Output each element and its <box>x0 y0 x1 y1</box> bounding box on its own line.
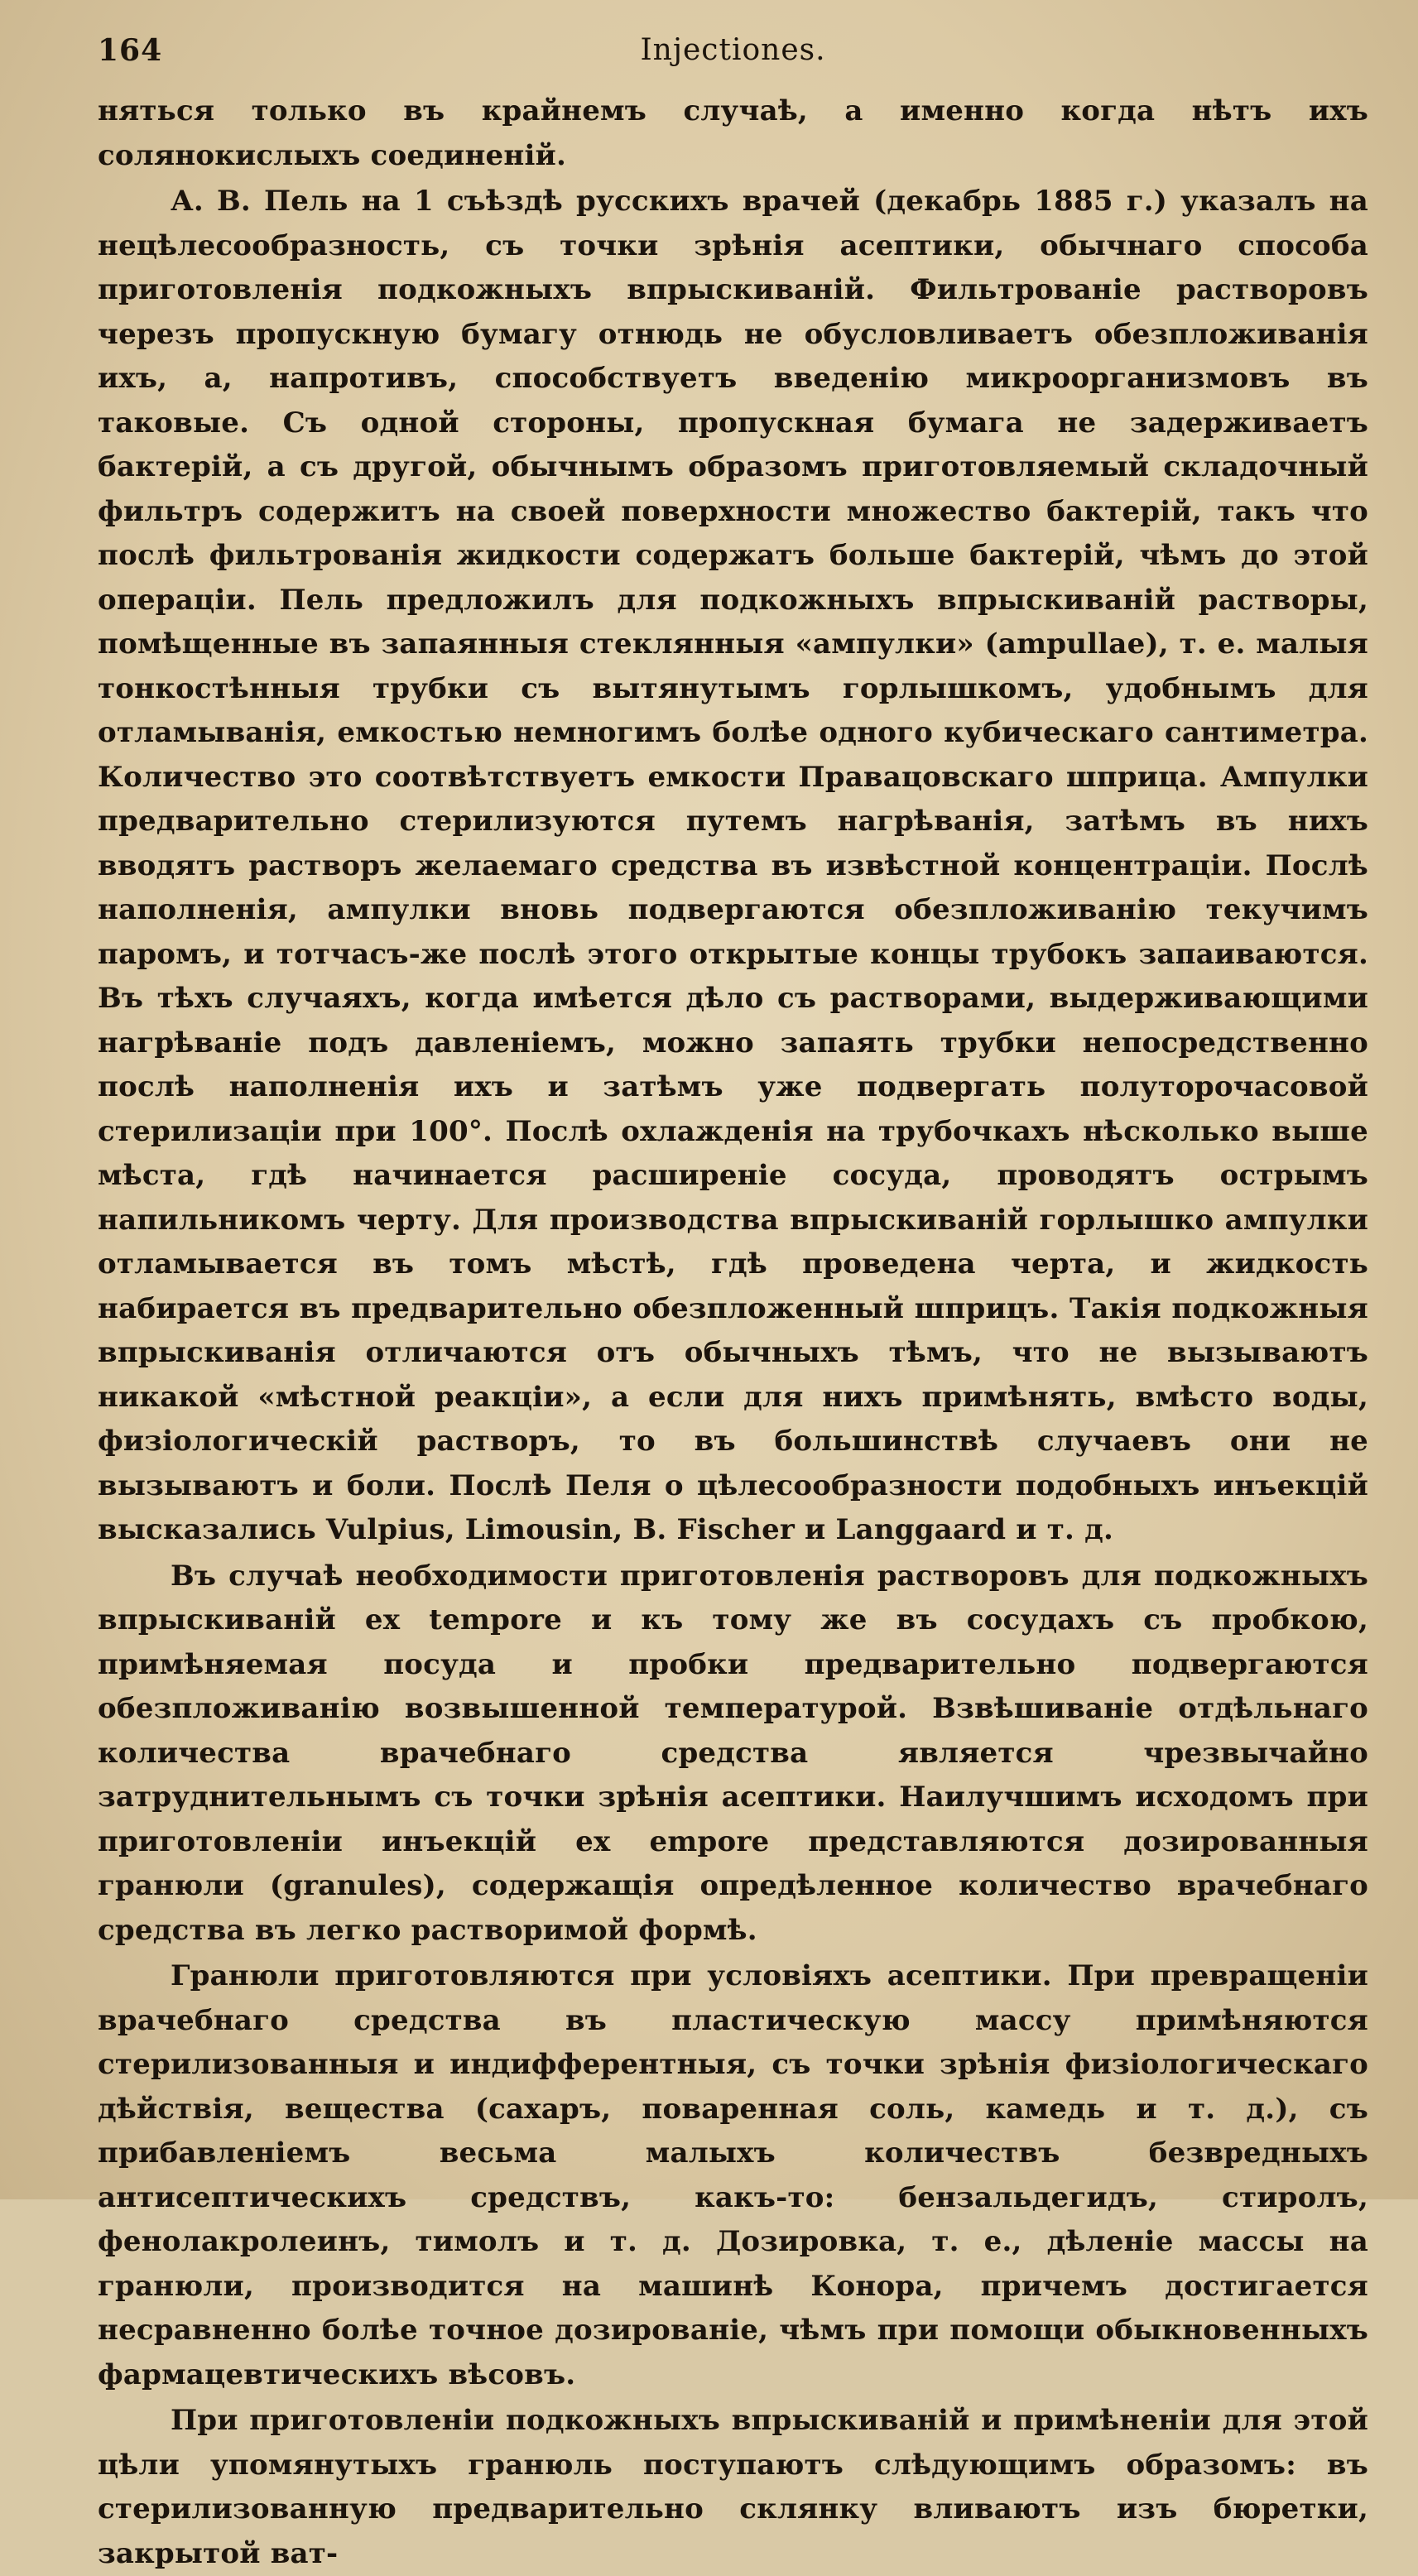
paragraph-continuation: няться только въ крайнемъ случаѣ, а именно когда нѣтъ ихъ солянокислыхъ соединеній. <box>98 94 1368 172</box>
running-title: Injectiones. <box>640 33 826 67</box>
paragraph-pel-ampoules: А. В. Пель на 1 съѣздѣ русскихъ врачей (декабрь 1885 г.) указалъ на нецѣлесообразность, съ точки зрѣнія асептики, обычнаго способа приготовленія подкожныхъ впрыскиваній. Фильтрованіе растворовъ черезъ пропускную бумагу отнюдь не обусловливаетъ обезпложиванія ихъ, а, напротивъ, способствуетъ введенію микроорганизмовъ въ таковые. Съ одной стороны, пропускная бумага не задерживаетъ бактерій, а съ другой, обычнымъ образомъ приготовляемый складочный фильтръ содержитъ на своей поверхности множество бактерій, такъ что послѣ фильтрованія жидкости содержатъ больше бактерій, чѣмъ до этой операціи. Пель предложилъ для подкожныхъ впрыскиваній растворы, помѣщенные въ запаянныя стеклянныя «ампулки» (ampullae), т. е. малыя тонкостѣнныя трубки съ вытянутымъ горлышкомъ, удобнымъ для отламыванія, емкостью немногимъ болѣе одного кубическаго сантиметра. Количество это соотвѣтствуетъ емкости Правацовскаго шприца. Ампулки предварительно стерилизуются путемъ нагрѣванія, затѣмъ въ нихъ вводятъ растворъ желаемаго средства въ извѣстной концентраціи. Послѣ наполненія, ампулки вновь подвергаются обезпложиванію текучимъ паромъ, и тотчасъ-же послѣ этого открытые концы трубокъ запаиваются. Въ тѣхъ случаяхъ, когда имѣется дѣло съ растворами, выдерживающими нагрѣваніе подъ давленіемъ, можно запаять трубки непосредственно послѣ наполненія ихъ и затѣмъ уже подвергать полуторочасовой стерилизаціи при 100°. Послѣ охлажденія на трубочкахъ нѣсколько выше мѣста, гдѣ начинается расширеніе сосуда, проводятъ острымъ напильникомъ черту. Для производства впрыскиваній горлышко ампулки отламывается въ томъ мѣстѣ, гдѣ проведена черта, и жидкость набирается въ предварительно обезпложенный шприцъ. Такія подкожныя впрыскиванія отличаются отъ обычныхъ тѣмъ, что не вызываютъ никакой «мѣстной реакціи», а если для нихъ примѣнять, вмѣсто воды, физіологическій растворъ, то въ большинствѣ случаевъ они не вызываютъ и боли. Послѣ Пеля о цѣлесообразности подобныхъ инъекцій высказались Vulpius, Limousin, B. Fischer и Langgaard и т. д. <box>98 185 1368 1546</box>
paragraph-preparation: При приготовленіи подкожныхъ впрыскиваній и примѣненіи для этой цѣли упомянутыхъ гранюль поступаютъ слѣдующимъ образомъ: въ стерилизованную предварительно склянку вливаютъ изъ бюретки, закрытой ват- <box>98 2404 1368 2570</box>
body-text <box>98 89 1368 2576</box>
running-head <box>98 30 1368 79</box>
paragraph-granules: Гранюли приготовляются при условіяхъ асептики. При превращеніи врачебнаго средства въ пластическую массу примѣняются стерилизованныя и индифферентныя, съ точки зрѣнія физіологическаго дѣйствія, вещества (сахаръ, поваренная соль, камедь и т. д.), съ прибавленіемъ весьма малыхъ количествъ безвредныхъ антисептическихъ средствъ, какъ-то: бензальдегидъ, стиролъ, фенолакролеинъ, тимолъ и т. д. Дозировка, т. е., дѣленіе массы на гранюли, производится на машинѣ Конора, причемъ достигается несравненно болѣе точное дозированіе, чѣмъ при помощи обыкновенныхъ фармацевтическихъ вѣсовъ. <box>98 1959 1368 2391</box>
paragraph-ex-tempore: Въ случаѣ необходимости приготовленія растворовъ для подкожныхъ впрыскиваній ex tempore и къ тому же въ сосудахъ съ пробкою, примѣняемая посуда и пробки предварительно подвергаются обезпложиванію возвышенной температурой. Взвѣшиваніе отдѣльнаго количества врачебнаго средства является чрезвычайно затруднительнымъ съ точки зрѣнія асептики. Наилучшимъ исходомъ при приготовленіи инъекцій ex empore представляются дозированныя гранюли (granules), содержащія опредѣленное количество врачебнаго средства въ легко растворимой формѣ. <box>98 1559 1368 1947</box>
page-number: 164 <box>98 33 163 68</box>
